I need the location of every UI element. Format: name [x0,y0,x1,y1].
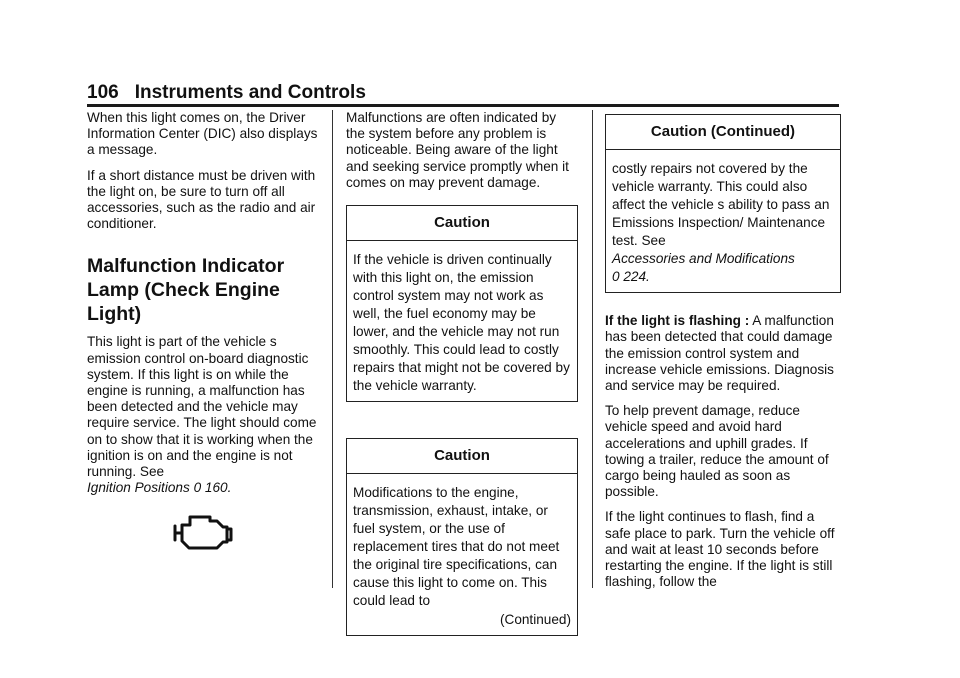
page-header [87,82,366,104]
paragraph-text: A malfunction has been detected that could damage the emission control system and increase vehicle emissions. Diagnosis and service may be required. [605,313,834,394]
check-engine-icon [172,512,234,552]
reference-page: 0 224. [612,269,650,285]
caution-body [347,474,577,635]
paragraph-text: This light is part of the vehicle s emission control on-board diagnostic system. If this light is on while the engine is running, a malfunction has been detected and the vehicle may require service. The light should come on to show that it is working when the ignition is on and the engine is not running. See [87,334,317,480]
caution-body [606,150,840,292]
column-2 [346,110,578,636]
paragraph [605,313,841,394]
page-number: 106 [87,82,119,103]
caution-title: Caution (Continued) [606,115,840,150]
caution-title: Caution [347,206,577,241]
reference-title: Accessories and Modifications [612,251,795,267]
column-1 [87,110,323,505]
paragraph: To help prevent damage, reduce vehicle speed and avoid hard accelerations and uphill grades. If towing a trailer, reduce the amount of cargo being hauled as soon as possible. [605,403,829,500]
column-3 [605,110,841,599]
column-divider [592,110,593,588]
reference-page: 0 160. [193,480,232,496]
paragraph: When this light comes on, the Driver Information Center (DIC) also displays a message. [87,110,318,158]
caution-title: Caution [347,439,577,474]
caution-box-continued [605,114,841,293]
caution-text: costly repairs not covered by the vehicle warranty. This could also affect the vehicle s ability to pass an Emissions Inspection/ Maintenance test. See [612,161,830,249]
paragraph: Malfunctions are often indicated by the system before any problem is noticeable. Being aware of the light and seeking service promptly when it comes on may prevent damage. [346,110,569,190]
cross-reference-link[interactable] [87,480,231,495]
caution-text: Modifications to the engine, transmission, exhaust, intake, or fuel system, or the use of replacement tires that do not meet the original tire specifications, can cause this light to come on. This could lead to [353,485,560,609]
section-title: Instruments and Controls [134,82,366,103]
paragraph: If the light continues to flash, find a safe place to park. Turn the vehicle off and wait at least 10 seconds before restarting the engine. If the light is still flashing, follow the [605,509,835,590]
paragraph [87,334,323,496]
run-in-label: If the light is flashing : [605,313,750,329]
column-divider [332,110,333,588]
paragraph: If a short distance must be driven with the light on, be sure to turn off all accessories, such as the radio and air conditioner. [87,167,316,232]
reference-title: Ignition Positions [87,480,190,496]
section-heading: Malfunction Indicator Lamp (Check Engine Light) [87,255,285,326]
caution-body: If the vehicle is driven continually with this light on, the emission control system may not work as well, the fuel economy may be lower, and the vehicle may not run smoothly. This could lead to costly repairs that might not be covered by the vehicle warranty. [353,252,570,394]
header-rule [87,104,839,107]
caution-box [346,438,578,636]
cross-reference-link[interactable] [612,251,795,284]
continued-note: (Continued) [499,612,571,628]
caution-box [346,205,578,402]
